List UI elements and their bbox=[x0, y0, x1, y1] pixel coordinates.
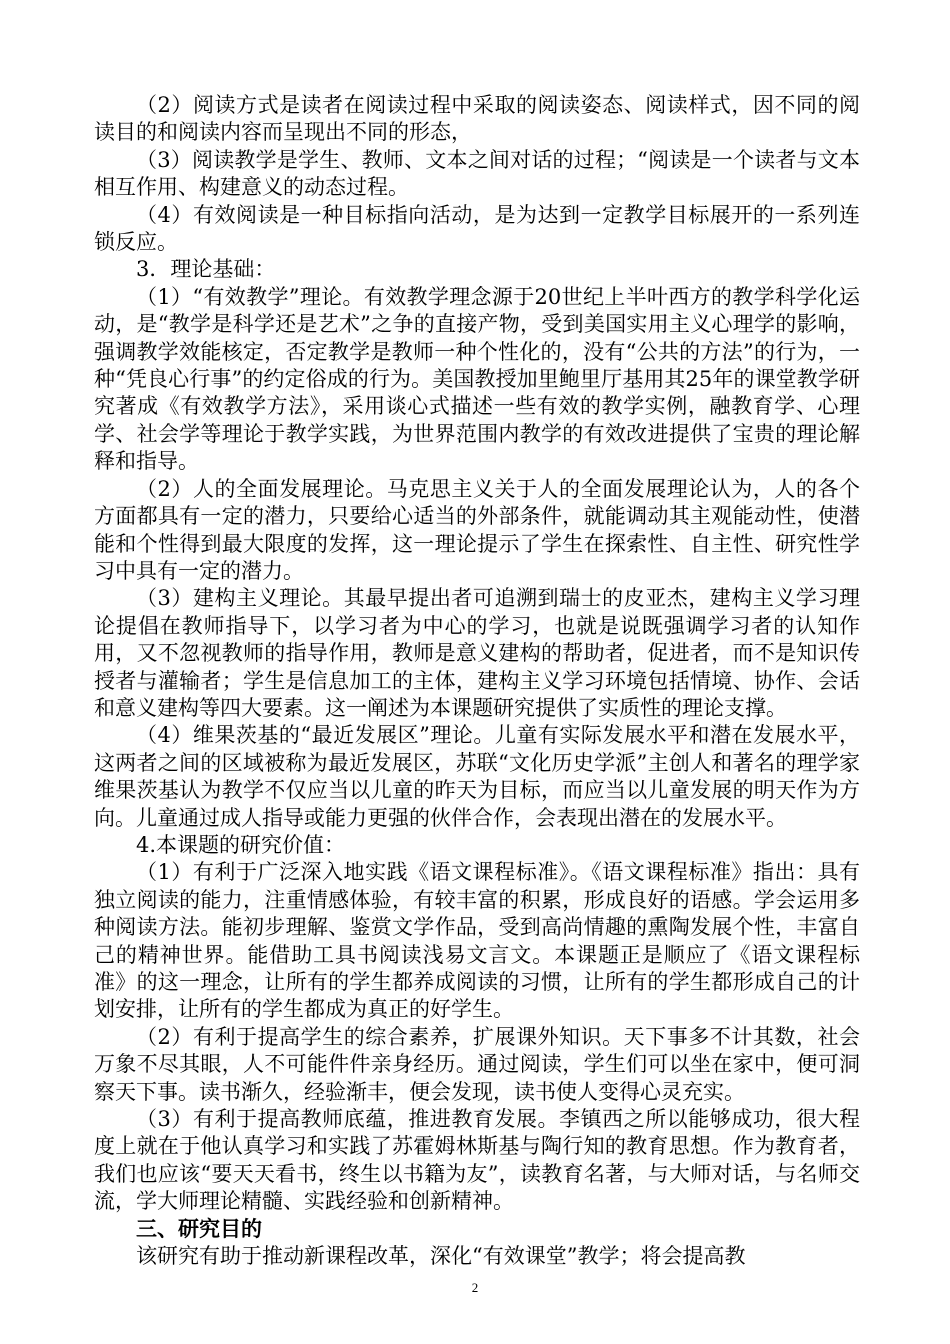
section-subtitle: 3．理论基础： bbox=[136, 257, 276, 282]
paragraph: （1）有利于广泛深入地实践《语文课程标准》。《语文课程标准》指出：具有独立阅读的能力，注重情感体验，有较丰富的积累，形成良好的语感。学会运用多种阅读方法。能初步理解、鉴赏文学作品，受到高尚情趣的熏陶发展个性，丰富自己的精神世界。能借助工具书阅读浅易文言文。本课题正是顺应了《语文课程标准》的这一理念，让所有的学生都养成阅读的习惯，让所有的学生都形成自己的计划安排，让所有的学生都成为真正的好学生。 bbox=[94, 860, 860, 1022]
paragraph: （2）有利于提高学生的综合素养，扩展课外知识。天下事多不计其数，社会万象不尽其眼，人不可能件件亲身经历。通过阅读，学生们可以坐在家中，便可洞察天下事。读书渐久，经验渐丰，便会发现，读书使人变得心灵充实。 bbox=[94, 1024, 860, 1104]
paragraph: （2）人的全面发展理论。马克思主义关于人的全面发展理论认为，人的各个方面都具有一定的潜力，只要给心适当的外部条件，就能调动其主观能动性，使潜能和个性得到最大限度的发挥，这一理论提示了学生在探索性、自主性、研究性学习中具有一定的潜力。 bbox=[94, 476, 860, 583]
document-body bbox=[94, 92, 860, 1270]
paragraph: （4）维果茨基的“最近发展区”理论。儿童有实际发展水平和潜在发展水平，这两者之间的区域被称为最近发展区，苏联“文化历史学派”主创人和著名的理学家维果茨基认为教学不仅应当以儿童的昨天为目标，而应当以儿童发展的明天作为方向。儿童通过成人指导或能力更强的伙伴合作，会表现出潜在的发展水平。 bbox=[94, 723, 860, 830]
paragraph: （4）有效阅读是一种目标指向活动，是为达到一定教学目标展开的一系列连锁反应。 bbox=[94, 202, 860, 255]
paragraph: （3）建构主义理论。其最早提出者可追溯到瑞士的皮亚杰，建构主义学习理论提倡在教师指导下，以学习者为中心的学习，也就是说既强调学习者的认知作用，又不忽视教师的指导作用，教师是意义建构的帮助者，促进者，而不是知识传授者与灌输者；学生是信息加工的主体，建构主义学习环境包括情境、协作、会话和意义建构等四大要素。这一阐述为本课题研究提供了实质性的理论支撑。 bbox=[94, 586, 860, 720]
page-number: 2 bbox=[471, 1280, 479, 1295]
paragraph: （1）“有效教学”理论。有效教学理念源于20世纪上半叶西方的教学科学化运动，是“教学是科学还是艺术”之争的直接产物，受到美国实用主义心理学的影响，强调教学效能核定，否定教学是教师一种个性化的，没有“公共的方法”的行为，一种“凭良心行事”的约定俗成的行为。美国教授加里鲍里厅基用其25年的课堂教学研究著成《有效教学方法》，采用谈心式描述一些有效的教学实例，融教育学、心理学、社会学等理论于教学实践，为世界范围内教学的有效改进提供了宝贵的理论解释和指导。 bbox=[94, 284, 860, 474]
paragraph: 该研究有助于推动新课程改革，深化“有效课堂”教学；将会提高教 bbox=[136, 1244, 746, 1269]
paragraph: （2）阅读方式是读者在阅读过程中采取的阅读姿态、阅读样式，因不同的阅读目的和阅读内容而呈现出不同的形态， bbox=[94, 93, 860, 145]
section-subtitle: 4.本课题的研究价值： bbox=[136, 832, 346, 857]
paragraph: （3）有利于提高教师底蕴，推进教育发展。李镇西之所以能够成功，很大程度上就在于他认真学习和实践了苏霍姆林斯基与陶行知的教育思想。作为教育者，我们也应该“要天天看书，终生以书籍为友”，读教育名著，与大师对话，与名师交流，学大师理论精髓、实践经验和创新精神。 bbox=[94, 1107, 860, 1214]
section-heading: 三、研究目的 bbox=[136, 1216, 262, 1241]
paragraph: （3）阅读教学是学生、教师、文本之间对话的过程；“阅读是一个读者与文本相互作用、构建意义的动态过程。 bbox=[94, 147, 860, 200]
